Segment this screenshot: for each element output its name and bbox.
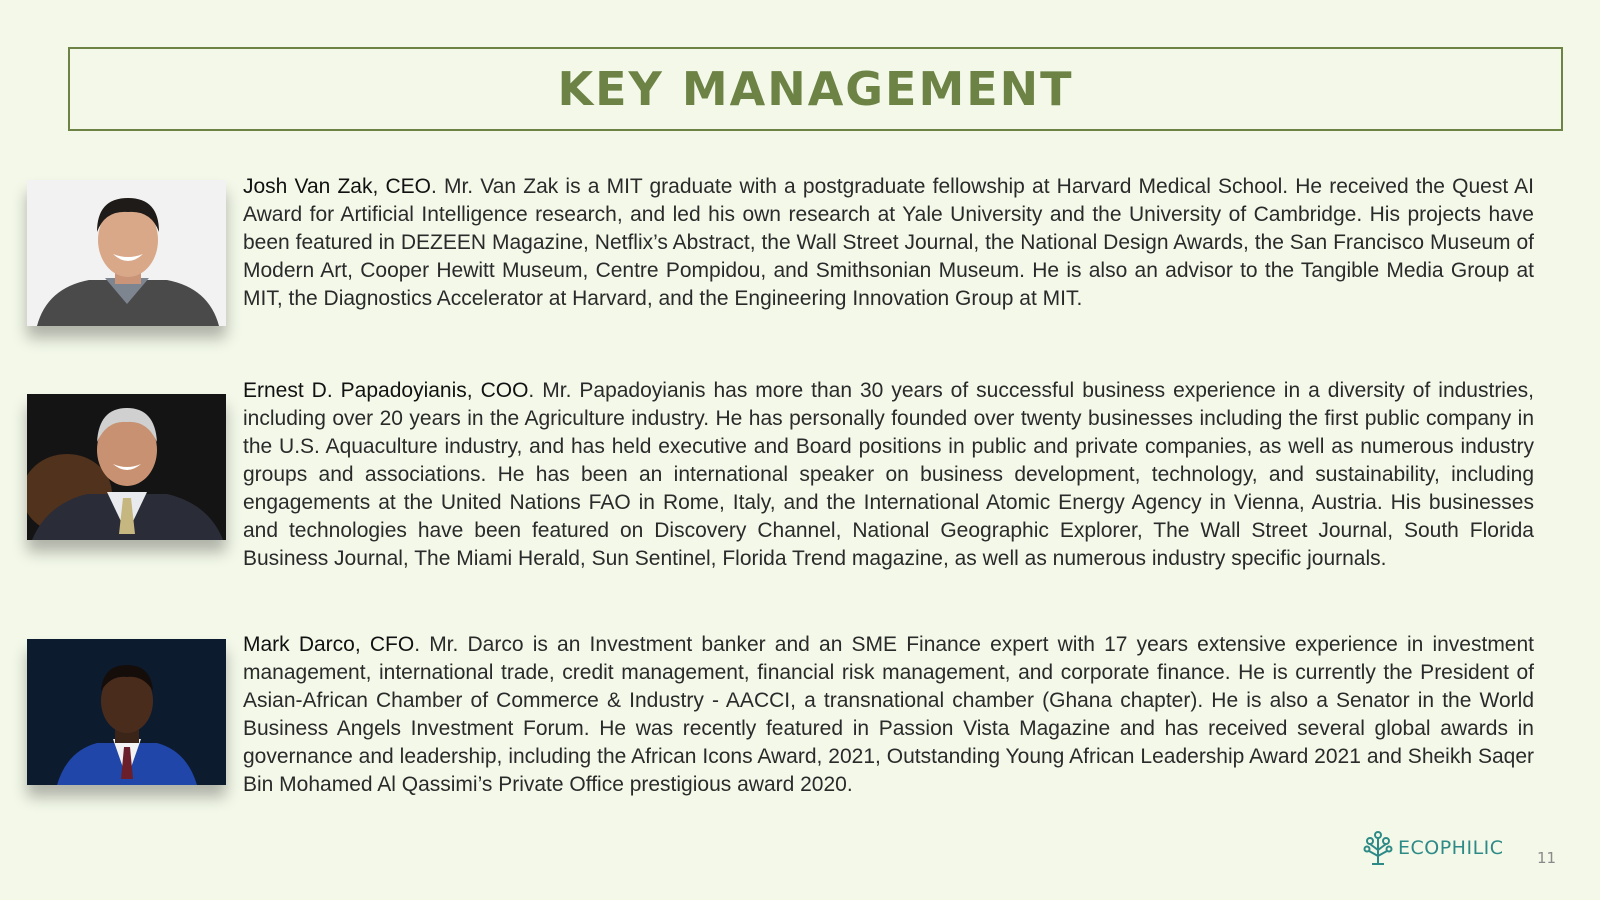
ceo-bio-text: . Mr. Van Zak is a MIT graduate with a postgraduate fellowship at Harvard Medical School. He received the Quest AI Award for Artificial Intelligence research, and led his own research at Yale University and the University of Cambridge. His projects have been featured in DEZEEN Magazine, Netflix’s Abstract, the Wall Street Journal, the National Design Awards, the San Francisco Museum of Modern Art, Cooper Hewitt Museum, Centre Pompidou, and Smithsonian Museum. He is also an advisor to the Tangible Media Group at MIT, the Diagnostics Accelerator at Harvard, and the Engineering Innovation Group at MIT. (243, 175, 1534, 310)
page-number: 11 (1537, 849, 1557, 867)
cfo-name: Mark Darco, CFO (243, 633, 415, 656)
coo-photo (27, 394, 226, 540)
ecophilic-logo (1362, 830, 1504, 866)
coo-bio-text: . Mr. Papadoyianis has more than 30 years of successful business experience in a diversity of industries, including over 20 years in the Agriculture industry. He has personally founded over twenty businesses including the first public company in the U.S. Aquaculture industry, and has held executive and Board positions in public and private companies, as well as numerous industry groups and associations. He has been an international speaker on business development, technology, and sustainability, including engagements at the United Nations FAO in Rome, Italy, and the International Atomic Energy Agency in Vienna, Austria. His businesses and technologies have been featured on Discovery Channel, National Geographic Explorer, The Wall Street Journal, South Florida Business Journal, The Miami Herald, Sun Sentinel, Florida Trend magazine, as well as numerous industry specific journals. (243, 379, 1534, 570)
tree-icon (1362, 830, 1394, 866)
coo-bio (243, 377, 1534, 573)
cfo-bio-text: . Mr. Darco is an Investment banker and an SME Finance expert with 17 years extensive experience in investment management, international trade, credit management, financial risk management, and corporate finance. He is currently the President of Asian-African Chamber of Commerce & Industry - AACCI, a transnational chamber (Ghana chapter). He is also a Senator in the World Business Angels Investment Forum. He was recently featured in Passion Vista Magazine and has received several global awards in governance and leadership, including the African Icons Award, 2021, Outstanding Young African Leadership Award 2021 and Sheikh Saqer Bin Mohamed Al Qassimi’s Private Office prestigious award 2020. (243, 633, 1535, 796)
ceo-bio (243, 173, 1534, 313)
ceo-photo (27, 180, 226, 326)
coo-name: Ernest D. Papadoyianis, COO (243, 379, 529, 402)
cfo-photo (27, 639, 226, 785)
cfo-bio (243, 631, 1534, 799)
logo-text: ECOPHILIC (1398, 837, 1504, 859)
ceo-name: Josh Van Zak, CEO (243, 175, 431, 198)
page-title: KEY MANAGEMENT (557, 62, 1074, 116)
title-box (68, 47, 1563, 131)
